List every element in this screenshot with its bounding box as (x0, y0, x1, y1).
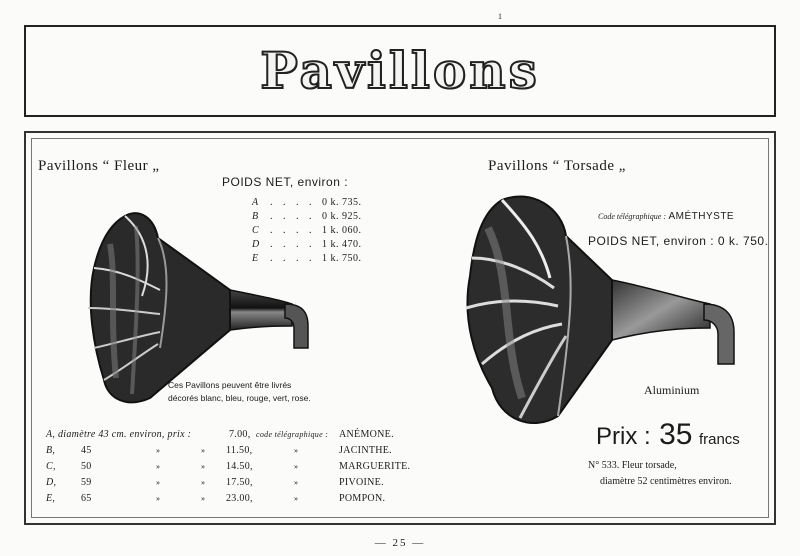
ref-line: diamètre 52 centimètres environ. (600, 476, 732, 487)
page-mark: 1 (498, 12, 502, 21)
torsade-reference (588, 458, 732, 490)
weight-row: A . . . . 0 k. 735. (252, 197, 362, 208)
fleur-heading: Pavillons “ Fleur „ (38, 158, 160, 174)
note-line: Ces Pavillons peuvent être livrés (168, 380, 292, 390)
torsade-material: Aluminium (644, 383, 700, 397)
page-title: Pavillons (260, 41, 540, 100)
fleur-price-row: A, diamètre 43 cm. environ, prix : 7.00, code télégraphique : ANÉMONE. (46, 429, 394, 440)
code-label: Code télégraphique : (598, 212, 666, 221)
fleur-price-row: B, 45 » » 11.50, » JACINTHE. (46, 445, 392, 456)
fleur-price-row: C, 50 » » 14.50, » MARGUERITE. (46, 461, 411, 472)
weight-row: C . . . . 1 k. 060. (252, 225, 362, 236)
torsade-price (596, 418, 740, 452)
price-value: 35 (659, 418, 693, 451)
price-unit: francs (698, 431, 740, 448)
fleur-decoration-note (168, 379, 311, 405)
torsade-poids: POIDS NET, environ : 0 k. 750. (588, 234, 769, 248)
title-frame (24, 25, 776, 117)
weight-row: B . . . . 0 k. 925. (252, 211, 362, 222)
fleur-price-row: E, 65 » » 23.00, » POMPON. (46, 493, 386, 504)
fleur-poids-label: POIDS NET, environ : (222, 175, 349, 189)
ref-line: N° 533. Fleur torsade, (588, 460, 677, 471)
torsade-horn-illustration (462, 188, 747, 428)
code-value: AMÉTHYSTE (668, 211, 735, 222)
fleur-price-row: D, 59 » » 17.50, » PIVOINE. (46, 477, 384, 488)
weight-row: E . . . . 1 k. 750. (252, 253, 362, 264)
page-number: — 25 — (374, 537, 426, 549)
weight-row: D . . . . 1 k. 470. (252, 239, 362, 250)
note-line: décorés blanc, bleu, rouge, vert, rose. (168, 393, 311, 403)
price-label: Prix : (596, 423, 651, 450)
torsade-heading: Pavillons “ Torsade „ (488, 158, 626, 174)
